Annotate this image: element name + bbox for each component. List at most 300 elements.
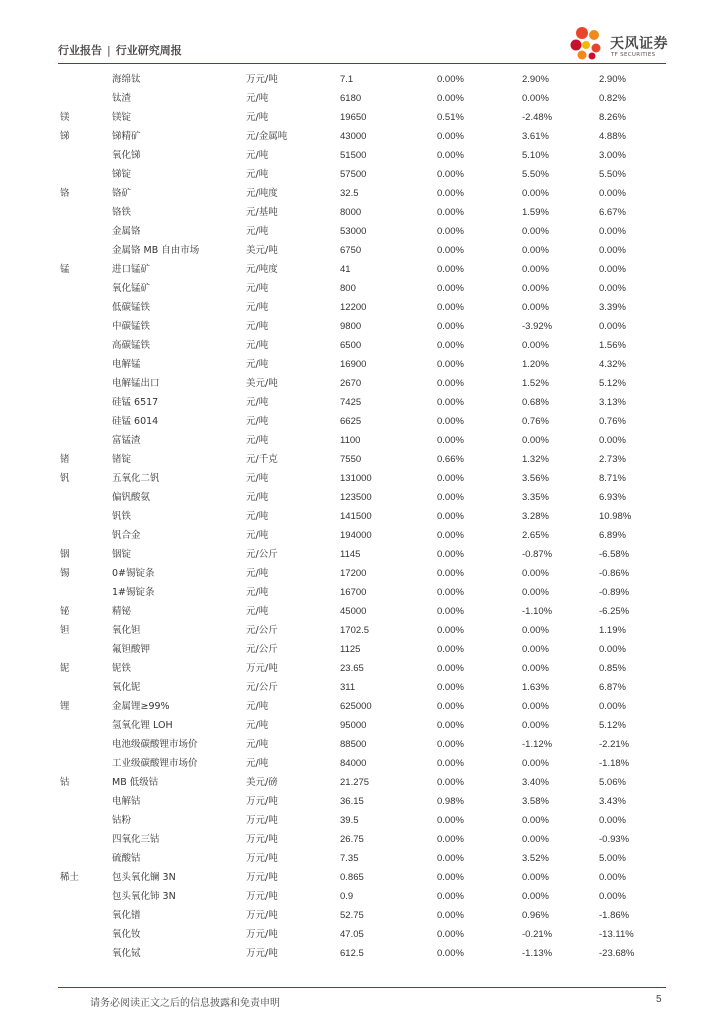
unit-cell: 万元/吨	[246, 663, 278, 674]
change-col1-cell: 0.00%	[437, 359, 464, 370]
price-cell: 95000	[340, 720, 367, 731]
change-col3-cell: 5.50%	[599, 169, 626, 180]
table-row	[58, 944, 668, 963]
product-name-cell: 钴粉	[112, 815, 132, 826]
price-cell: 6625	[340, 416, 362, 427]
price-cell: 1702.5	[340, 625, 370, 636]
change-col3-cell: 0.00%	[599, 815, 626, 826]
change-col3-cell: 3.39%	[599, 302, 626, 313]
change-col3-cell: 3.13%	[599, 397, 626, 408]
change-col2-cell: 0.96%	[522, 910, 549, 921]
unit-cell: 元/吨	[246, 739, 269, 750]
unit-cell: 元/吨	[246, 530, 269, 541]
change-col2-cell: 3.52%	[522, 853, 549, 864]
price-table	[58, 70, 668, 963]
change-col1-cell: 0.00%	[437, 682, 464, 693]
unit-cell: 万元/吨	[246, 815, 278, 826]
change-col1-cell: 0.00%	[437, 74, 464, 85]
metal-category-cell: 钴	[60, 777, 70, 788]
change-col1-cell: 0.00%	[437, 511, 464, 522]
price-cell: 311	[340, 682, 356, 693]
change-col3-cell: -0.93%	[599, 834, 630, 845]
change-col1-cell: 0.00%	[437, 948, 464, 959]
price-cell: 7550	[340, 454, 362, 465]
product-name-cell: 锗锭	[112, 454, 132, 465]
logo-chinese-name: 天风证券	[610, 36, 668, 52]
change-col3-cell: 0.00%	[599, 283, 626, 294]
unit-cell: 元/吨	[246, 150, 269, 161]
price-cell: 45000	[340, 606, 367, 617]
price-cell: 19650	[340, 112, 367, 123]
change-col2-cell: 0.68%	[522, 397, 549, 408]
table-row	[58, 773, 668, 792]
product-name-cell: 电池级碳酸锂市场价	[112, 739, 198, 750]
product-name-cell: 氧化铌	[112, 682, 141, 693]
change-col1-cell: 0.00%	[437, 587, 464, 598]
table-row	[58, 260, 668, 279]
change-col1-cell: 0.00%	[437, 169, 464, 180]
change-col1-cell: 0.00%	[437, 416, 464, 427]
price-cell: 39.5	[340, 815, 359, 826]
change-col2-cell: 3.58%	[522, 796, 549, 807]
change-col1-cell: 0.00%	[437, 872, 464, 883]
change-col2-cell: 0.00%	[522, 663, 549, 674]
header-title	[58, 42, 182, 58]
change-col3-cell: 4.88%	[599, 131, 626, 142]
change-col2-cell: 1.20%	[522, 359, 549, 370]
change-col2-cell: 0.00%	[522, 644, 549, 655]
change-col2-cell: 2.65%	[522, 530, 549, 541]
change-col3-cell: 8.71%	[599, 473, 626, 484]
unit-cell: 元/吨度	[246, 264, 278, 275]
change-col2-cell: 2.90%	[522, 74, 549, 85]
table-row	[58, 127, 668, 146]
change-col1-cell: 0.98%	[437, 796, 464, 807]
change-col1-cell: 0.00%	[437, 815, 464, 826]
metal-category-cell: 铋	[60, 606, 70, 617]
change-col3-cell: 0.00%	[599, 321, 626, 332]
change-col2-cell: 0.00%	[522, 283, 549, 294]
metal-category-cell: 锗	[60, 454, 70, 465]
price-cell: 21.275	[340, 777, 370, 788]
change-col1-cell: 0.00%	[437, 473, 464, 484]
price-cell: 0.865	[340, 872, 364, 883]
table-row	[58, 393, 668, 412]
product-name-cell: 铬矿	[112, 188, 132, 199]
change-col1-cell: 0.00%	[437, 758, 464, 769]
change-col3-cell: -13.11%	[599, 929, 634, 940]
change-col2-cell: 0.00%	[522, 188, 549, 199]
product-name-cell: 中碳锰铁	[112, 321, 151, 332]
table-row	[58, 507, 668, 526]
change-col2-cell: 5.10%	[522, 150, 549, 161]
change-col1-cell: 0.00%	[437, 302, 464, 313]
unit-cell: 万元/吨	[246, 948, 278, 959]
change-col1-cell: 0.00%	[437, 834, 464, 845]
report-category: 行业报告	[58, 44, 102, 57]
table-row	[58, 241, 668, 260]
change-col2-cell: 0.00%	[522, 891, 549, 902]
change-col2-cell: -2.48%	[522, 112, 553, 123]
product-name-cell: 钒铁	[112, 511, 132, 522]
change-col3-cell: 0.00%	[599, 891, 626, 902]
change-col3-cell: 6.93%	[599, 492, 626, 503]
change-col3-cell: 3.00%	[599, 150, 626, 161]
price-cell: 51500	[340, 150, 367, 161]
change-col3-cell: 3.43%	[599, 796, 626, 807]
change-col2-cell: 0.00%	[522, 264, 549, 275]
table-row	[58, 450, 668, 469]
change-col3-cell: 5.06%	[599, 777, 626, 788]
change-col3-cell: 0.00%	[599, 435, 626, 446]
change-col1-cell: 0.00%	[437, 739, 464, 750]
header-separator: |	[107, 44, 111, 57]
unit-cell: 元/吨	[246, 568, 269, 579]
metal-category-cell: 铌	[60, 663, 70, 674]
price-cell: 26.75	[340, 834, 364, 845]
price-cell: 53000	[340, 226, 367, 237]
metal-category-cell: 铟	[60, 549, 70, 560]
unit-cell: 元/吨	[246, 435, 269, 446]
table-row	[58, 906, 668, 925]
metal-category-cell: 镁	[60, 112, 70, 123]
change-col3-cell: 0.00%	[599, 188, 626, 199]
product-name-cell: 五氧化二钒	[112, 473, 160, 484]
table-row	[58, 545, 668, 564]
product-name-cell: 0#锡锭条	[112, 568, 155, 579]
change-col2-cell: 0.00%	[522, 435, 549, 446]
price-cell: 612.5	[340, 948, 364, 959]
price-cell: 2670	[340, 378, 362, 389]
unit-cell: 元/吨	[246, 416, 269, 427]
change-col3-cell: 2.73%	[599, 454, 626, 465]
change-col1-cell: 0.00%	[437, 663, 464, 674]
change-col2-cell: 0.00%	[522, 226, 549, 237]
table-row	[58, 108, 668, 127]
metal-category-cell: 锡	[60, 568, 70, 579]
unit-cell: 元/基吨	[246, 207, 278, 218]
change-col3-cell: -0.89%	[599, 587, 630, 598]
product-name-cell: 高碳锰铁	[112, 340, 151, 351]
price-cell: 8000	[340, 207, 362, 218]
product-name-cell: 氧化钽	[112, 625, 141, 636]
metal-category-cell: 锑	[60, 131, 70, 142]
change-col3-cell: 6.87%	[599, 682, 626, 693]
price-cell: 7.1	[340, 74, 354, 85]
change-col3-cell: 1.56%	[599, 340, 626, 351]
change-col1-cell: 0.00%	[437, 549, 464, 560]
product-name-cell: 电解锰出口	[112, 378, 160, 389]
change-col3-cell: -0.86%	[599, 568, 630, 579]
product-name-cell: 硅锰 6517	[112, 397, 159, 408]
unit-cell: 元/吨	[246, 112, 269, 123]
unit-cell: 元/吨	[246, 492, 269, 503]
change-col1-cell: 0.00%	[437, 321, 464, 332]
table-row	[58, 526, 668, 545]
footer-divider	[58, 987, 666, 988]
change-col1-cell: 0.00%	[437, 378, 464, 389]
price-cell: 6180	[340, 93, 362, 104]
table-row	[58, 754, 668, 773]
unit-cell: 美元/磅	[246, 777, 278, 788]
unit-cell: 元/吨	[246, 340, 269, 351]
product-name-cell: 钛渣	[112, 93, 132, 104]
change-col3-cell: 2.90%	[599, 74, 626, 85]
change-col2-cell: -3.92%	[522, 321, 553, 332]
price-cell: 1145	[340, 549, 361, 560]
change-col1-cell: 0.00%	[437, 777, 464, 788]
page-number: 5	[656, 994, 662, 1005]
change-col1-cell: 0.00%	[437, 150, 464, 161]
table-row	[58, 70, 668, 89]
change-col2-cell: 0.00%	[522, 720, 549, 731]
table-row	[58, 488, 668, 507]
unit-cell: 元/吨	[246, 473, 269, 484]
price-cell: 43000	[340, 131, 367, 142]
change-col2-cell: 0.00%	[522, 568, 549, 579]
product-name-cell: 电解锰	[112, 359, 141, 370]
unit-cell: 万元/吨	[246, 929, 278, 940]
change-col2-cell: 0.00%	[522, 625, 549, 636]
change-col1-cell: 0.00%	[437, 910, 464, 921]
change-col1-cell: 0.66%	[437, 454, 464, 465]
unit-cell: 美元/吨	[246, 378, 278, 389]
product-name-cell: 低碳锰铁	[112, 302, 151, 313]
change-col1-cell: 0.00%	[437, 435, 464, 446]
change-col2-cell: 1.52%	[522, 378, 549, 389]
product-name-cell: 偏钒酸氨	[112, 492, 151, 503]
unit-cell: 元/吨	[246, 701, 269, 712]
flower-logo-icon	[568, 25, 608, 61]
unit-cell: 万元/吨	[246, 796, 278, 807]
metal-category-cell: 钒	[60, 473, 70, 484]
change-col1-cell: 0.00%	[437, 891, 464, 902]
table-row	[58, 317, 668, 336]
product-name-cell: 钒合金	[112, 530, 141, 541]
change-col3-cell: 0.00%	[599, 872, 626, 883]
change-col1-cell: 0.00%	[437, 568, 464, 579]
change-col1-cell: 0.00%	[437, 245, 464, 256]
unit-cell: 万元/吨	[246, 891, 278, 902]
product-name-cell: 包头氧化镧 3N	[112, 872, 176, 883]
product-name-cell: 锑锭	[112, 169, 132, 180]
product-name-cell: 氧化铽	[112, 948, 141, 959]
table-row	[58, 792, 668, 811]
product-name-cell: 氧化钕	[112, 929, 141, 940]
unit-cell: 元/吨	[246, 321, 269, 332]
change-col3-cell: 0.85%	[599, 663, 626, 674]
product-name-cell: 硫酸钴	[112, 853, 141, 864]
change-col3-cell: -6.25%	[599, 606, 630, 617]
table-row	[58, 564, 668, 583]
change-col3-cell: 0.00%	[599, 644, 626, 655]
footer-disclaimer: 请务必阅读正文之后的信息披露和免责申明	[90, 998, 280, 1009]
change-col2-cell: 1.32%	[522, 454, 549, 465]
change-col2-cell: 1.59%	[522, 207, 549, 218]
change-col1-cell: 0.00%	[437, 929, 464, 940]
change-col2-cell: 0.00%	[522, 701, 549, 712]
change-col2-cell: 0.00%	[522, 93, 549, 104]
product-name-cell: 氧化锰矿	[112, 283, 151, 294]
change-col3-cell: 5.12%	[599, 720, 626, 731]
price-cell: 16900	[340, 359, 367, 370]
change-col3-cell: 10.98%	[599, 511, 632, 522]
change-col1-cell: 0.00%	[437, 644, 464, 655]
header-divider	[58, 63, 666, 64]
change-col1-cell: 0.51%	[437, 112, 464, 123]
product-name-cell: 精铋	[112, 606, 132, 617]
change-col1-cell: 0.00%	[437, 93, 464, 104]
table-row	[58, 887, 668, 906]
report-type: 行业研究周报	[115, 44, 182, 57]
price-cell: 6500	[340, 340, 362, 351]
product-name-cell: 铟锭	[112, 549, 132, 560]
price-cell: 52.75	[340, 910, 364, 921]
table-row	[58, 298, 668, 317]
unit-cell: 元/吨	[246, 226, 269, 237]
change-col2-cell: -0.87%	[522, 549, 553, 560]
change-col2-cell: -0.21%	[522, 929, 553, 940]
table-row	[58, 659, 668, 678]
table-row	[58, 735, 668, 754]
table-row	[58, 203, 668, 222]
price-cell: 32.5	[340, 188, 359, 199]
table-row	[58, 583, 668, 602]
unit-cell: 元/公斤	[246, 682, 278, 693]
unit-cell: 万元/吨	[246, 910, 278, 921]
product-name-cell: 金属铬	[112, 226, 141, 237]
change-col2-cell: 3.28%	[522, 511, 549, 522]
product-name-cell: 包头氧化铈 3N	[112, 891, 176, 902]
product-name-cell: 富锰渣	[112, 435, 141, 446]
price-cell: 194000	[340, 530, 372, 541]
logo-english-name: TF SECURITIES	[611, 52, 656, 58]
table-row	[58, 640, 668, 659]
unit-cell: 元/吨	[246, 758, 269, 769]
price-cell: 141500	[340, 511, 372, 522]
unit-cell: 元/吨	[246, 511, 269, 522]
product-name-cell: 四氧化三钴	[112, 834, 160, 845]
product-name-cell: 1#锡锭条	[112, 587, 155, 598]
change-col2-cell: 0.00%	[522, 758, 549, 769]
product-name-cell: 氢氧化锂 LOH	[112, 720, 173, 731]
unit-cell: 元/金属吨	[246, 131, 288, 142]
product-name-cell: 金属锂≥99%	[112, 701, 170, 712]
price-cell: 41	[340, 264, 351, 275]
metal-category-cell: 锰	[60, 264, 70, 275]
product-name-cell: 镁锭	[112, 112, 132, 123]
change-col2-cell: 3.61%	[522, 131, 549, 142]
price-cell: 84000	[340, 758, 367, 769]
change-col3-cell: -1.86%	[599, 910, 630, 921]
unit-cell: 元/吨	[246, 169, 269, 180]
unit-cell: 元/吨	[246, 283, 269, 294]
change-col3-cell: -2.21%	[599, 739, 630, 750]
change-col3-cell: -1.18%	[599, 758, 630, 769]
product-name-cell: 铌铁	[112, 663, 132, 674]
unit-cell: 元/吨	[246, 93, 269, 104]
change-col3-cell: 6.67%	[599, 207, 626, 218]
price-cell: 23.65	[340, 663, 364, 674]
table-row	[58, 621, 668, 640]
unit-cell: 元/公斤	[246, 625, 278, 636]
table-row	[58, 697, 668, 716]
change-col1-cell: 0.00%	[437, 207, 464, 218]
change-col1-cell: 0.00%	[437, 283, 464, 294]
unit-cell: 元/吨	[246, 720, 269, 731]
price-cell: 6750	[340, 245, 362, 256]
unit-cell: 万元/吨	[246, 872, 278, 883]
price-cell: 57500	[340, 169, 367, 180]
change-col1-cell: 0.00%	[437, 492, 464, 503]
change-col3-cell: -6.58%	[599, 549, 630, 560]
price-cell: 7425	[340, 397, 362, 408]
price-cell: 36.15	[340, 796, 364, 807]
change-col3-cell: 6.89%	[599, 530, 626, 541]
metal-category-cell: 锂	[60, 701, 70, 712]
change-col2-cell: 3.56%	[522, 473, 549, 484]
change-col2-cell: 3.35%	[522, 492, 549, 503]
change-col2-cell: 1.63%	[522, 682, 549, 693]
product-name-cell: 进口锰矿	[112, 264, 151, 275]
change-col3-cell: 0.00%	[599, 264, 626, 275]
price-cell: 800	[340, 283, 356, 294]
table-row	[58, 146, 668, 165]
change-col2-cell: 0.00%	[522, 834, 549, 845]
price-cell: 88500	[340, 739, 367, 750]
table-row	[58, 165, 668, 184]
change-col1-cell: 0.00%	[437, 701, 464, 712]
price-cell: 1100	[340, 435, 361, 446]
change-col3-cell: 1.19%	[599, 625, 626, 636]
product-name-cell: 氟钽酸钾	[112, 644, 151, 655]
unit-cell: 元/吨	[246, 302, 269, 313]
change-col3-cell: 0.82%	[599, 93, 626, 104]
change-col1-cell: 0.00%	[437, 226, 464, 237]
unit-cell: 万元/吨	[246, 74, 278, 85]
unit-cell: 元/公斤	[246, 644, 278, 655]
change-col1-cell: 0.00%	[437, 625, 464, 636]
price-cell: 131000	[340, 473, 372, 484]
change-col1-cell: 0.00%	[437, 720, 464, 731]
table-row	[58, 678, 668, 697]
product-name-cell: 工业级碳酸锂市场价	[112, 758, 198, 769]
price-cell: 625000	[340, 701, 372, 712]
table-row	[58, 716, 668, 735]
product-name-cell: 海绵钛	[112, 74, 141, 85]
change-col1-cell: 0.00%	[437, 853, 464, 864]
table-row	[58, 431, 668, 450]
table-row	[58, 355, 668, 374]
change-col3-cell: -23.68%	[599, 948, 635, 959]
change-col3-cell: 0.00%	[599, 701, 626, 712]
unit-cell: 元/吨度	[246, 188, 278, 199]
unit-cell: 元/千克	[246, 454, 278, 465]
change-col1-cell: 0.00%	[437, 131, 464, 142]
unit-cell: 元/公斤	[246, 549, 278, 560]
table-row	[58, 184, 668, 203]
change-col3-cell: 5.00%	[599, 853, 626, 864]
change-col2-cell: 0.00%	[522, 815, 549, 826]
unit-cell: 元/吨	[246, 397, 269, 408]
table-row	[58, 336, 668, 355]
product-name-cell: 锑精矿	[112, 131, 141, 142]
change-col2-cell: 0.00%	[522, 872, 549, 883]
table-row	[58, 811, 668, 830]
price-cell: 16700	[340, 587, 367, 598]
unit-cell: 美元/吨	[246, 245, 278, 256]
table-row	[58, 849, 668, 868]
